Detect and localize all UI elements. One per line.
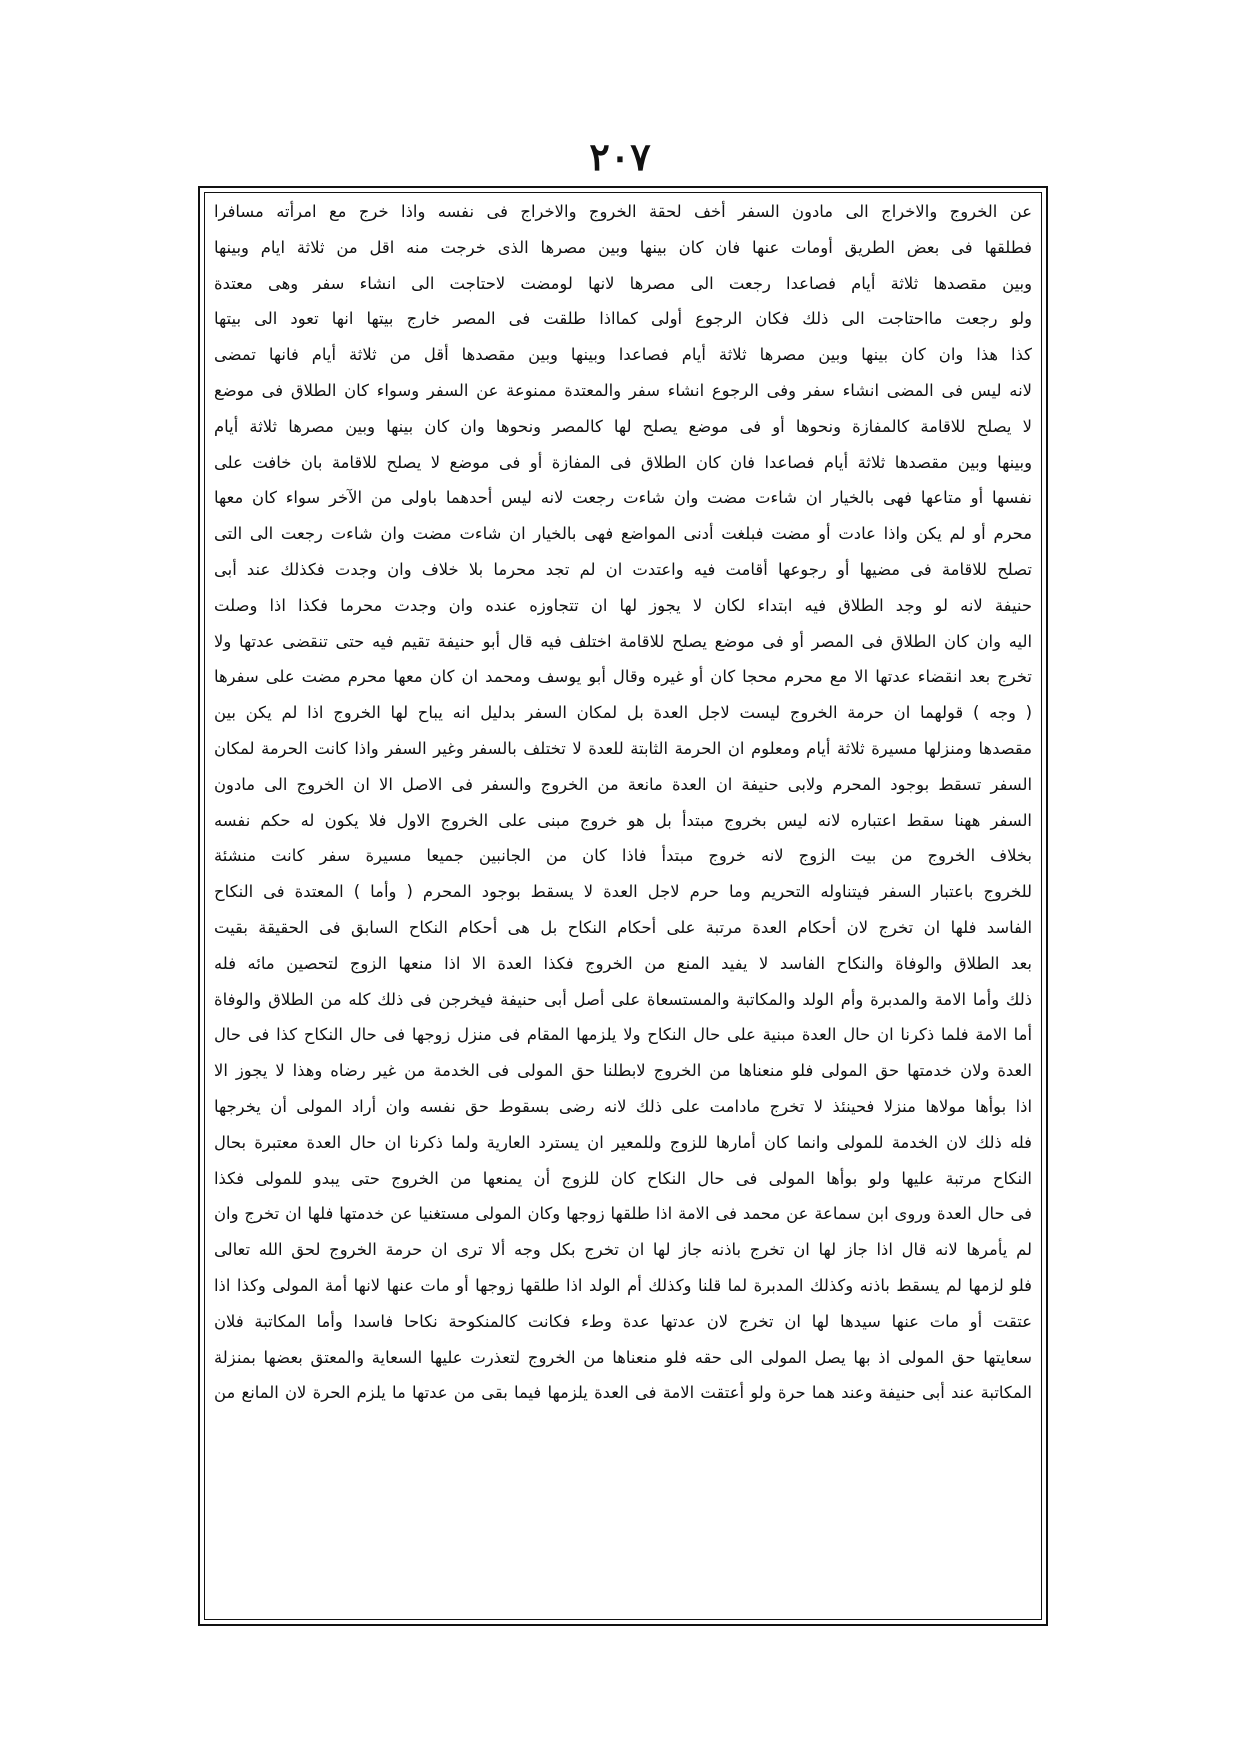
text-line: للخروج باعتبار السفر فيتناوله التحريم وما حرم لاجل العدة لا يسقط بوجود المحرم ( وأما ) المعتدة فى النكاح — [214, 882, 1032, 902]
text-line: تخرج بعد انقضاء عدتها الا مع محرم محجا كان أو غيره وقال أبو يوسف ومحمد ان كان معها محرم مضت على سفرها — [214, 667, 1032, 687]
text-line: ذلك وأما الامة والمدبرة وأم الولد والمكاتبة والمستسعاة على أصل أبى حنيفة فيخرجن فى ذلك كله من الطلاق والوفاة — [214, 989, 1032, 1009]
text-line — [214, 1411, 1032, 1447]
text-line: أما الامة فلما ذكرنا ان حال العدة مبنية على حال النكاح ولا يلزمها المقام فى منزل زوجها فى حال النكاح كذا فى حال — [214, 1025, 1032, 1045]
text-line: بخلاف الخروج من بيت الزوج لانه خروج مبتدأ فاذا كان من الجانبين جميعا مسيرة سفر كانت منشئة — [214, 846, 1032, 866]
text-line: وبينها وبين مقصدها ثلاثة أيام فصاعدا فان كان الطلاق فى المفازة أو فى موضع لا يصلح للاقامة بان خافت على — [214, 452, 1032, 472]
text-line: ولو رجعت مااحتاجت الى ذلك فكان الرجوع أولى كمااذا طلقت فى المصر خارج بيتها انها تعود الى بيتها — [214, 309, 1032, 329]
text-line: اذا بوأها مولاها منزلا فحينئذ لا تخرج مادامت على ذلك لانه رضى بسقوط حق نفسه وان أراد المولى أن يخرجها — [214, 1096, 1032, 1116]
text-line: لانه ليس فى المضى انشاء سفر وفى الرجوع انشاء سفر والمعتدة ممنوعة عن السفر وسواء كان الطلاق فى موضع — [214, 380, 1032, 400]
text-line: عتقت أو مات عنها سيدها لها ان تخرج لان عدتها عدة وطء فكانت كالمنكوحة نكاحا فاسدا وأما المكاتبة فلان — [214, 1311, 1032, 1331]
text-line: المكاتبة عند أبى حنيفة وعند هما حرة ولو أعتقت الامة فى العدة يلزمها فيما بقى من عدتها ما يلزم الحرة لان المانع من — [214, 1383, 1032, 1403]
text-line: الفاسد فلها ان تخرج لان أحكام العدة مرتبة على أحكام النكاح بل هى أحكام النكاح السابق فى الحقيقة بقيت — [214, 917, 1032, 937]
text-line: محرم أو لم يكن واذا عادت أو مضت فبلغت أدنى المواضع فهى بالخيار ان شاءت مضت وان شاءت رجعت الى التى — [214, 524, 1032, 544]
text-line: اليه وان كان الطلاق فى المصر أو فى موضع يصلح للاقامة اختلف فيه قال أبو حنيفة تقيم فيه حتى تنقضى عدتها ولا — [214, 631, 1032, 651]
arabic-text-block — [214, 194, 1032, 1618]
text-line: السفر تسقط بوجود المحرم ولابى حنيفة ان العدة مانعة من الخروج والسفر فى الاصل الا ان الخروج الى مادون — [214, 774, 1032, 794]
text-line: عن الخروج والاخراج الى مادون السفر أخف لحقة الخروج والاخراج فى نفسه واذا خرج مع امرأته مسافرا — [214, 202, 1032, 221]
page-number: ٢٠٧ — [589, 134, 651, 179]
text-line: حنيفة لانه لو وجد الطلاق فيه ابتداء لكان لا يجوز لها ان تتجاوزه عنده وان وجدت محرما فكذا اذا وصلت — [214, 595, 1032, 615]
text-line: لم يأمرها لانه قال اذا جاز لها ان تخرج باذنه جاز لها ان تخرج بكل وجه ألا ترى ان حرمة الخروج لحق الله تعالى — [214, 1240, 1032, 1260]
text-line: سعايتها حق المولى اذ بها يصل المولى الى حقه فلو منعناها من الخروج لتعذرت عليها السعاية والمعتق بعضها بمنزلة — [214, 1347, 1032, 1367]
text-line: تصلح للاقامة فى مضيها أو رجوعها أقامت فيه واعتدت ان لم تجد محرما بلا خلاف وان وجدت فكذلك عند أبى — [214, 559, 1032, 579]
text-line: فله ذلك لان الخدمة للمولى وانما كان أمارها للزوج وللمعير ان يسترد العارية ولما ذكرنا ان حال العدة معتبرة بحال — [214, 1132, 1032, 1152]
text-line: العدة ولان خدمتها حق المولى فلو منعناها من الخروج لابطلنا حق المولى فى الخدمة من غير رضاه وهذا لا يجوز الا — [214, 1061, 1032, 1081]
text-line: وبين مقصدها ثلاثة أيام فصاعدا رجعت الى مصرها لانها لومضت لاحتاجت الى انشاء سفر وهى معتدة — [214, 273, 1032, 293]
text-line: فلو لزمها لم يسقط باذنه وكذلك المدبرة لما قلنا وكذلك أم الولد اذا طلقها زوجها أو مات عنها لانها أمة المولى وكذا اذا — [214, 1275, 1032, 1295]
text-line: كذا هذا وان كان بينها وبين مصرها ثلاثة أيام فصاعدا وبينها وبين مقصدها أقل من ثلاثة أيام فانها تمضى — [214, 345, 1032, 365]
text-frame — [198, 186, 1048, 1626]
text-line: بعد الطلاق والوفاة والنكاح الفاسد لا يفيد المنع من الخروج فكذا العدة الا اذا منعها الزوج لتحصين مائه فله — [214, 953, 1032, 973]
text-line: ( وجه ) قولهما ان حرمة الخروج ليست لاجل العدة بل لمكان السفر بدليل انه يباح لها الخروج اذا لم يكن بين — [214, 703, 1032, 723]
text-line: النكاح مرتبة عليها ولو بوأها المولى فى حال النكاح كان للزوج أن يمنعها من الخروج حتى يبدو للمولى فكذا — [214, 1168, 1032, 1188]
text-line: السفر ههنا سقط اعتباره لانه ليس بخروج مبتدأ بل هو خروج مبنى على الخروج الاول فلا يكون له حكم نفسه — [214, 810, 1032, 830]
text-line: فطلقها فى بعض الطريق أومات عنها فان كان بينها وبين مصرها الذى خرجت منه اقل من ثلاثة ايام وبينها — [214, 237, 1032, 257]
text-line: مقصدها ومنزلها مسيرة ثلاثة أيام ومعلوم ان الحرمة الثابتة للعدة لا تختلف بالسفر وغير السفر واذا كانت الحرمة لمكان — [214, 738, 1032, 758]
text-line: لا يصلح للاقامة كالمفازة ونحوها أو فى موضع يصلح لها كالمصر ونحوها وان كان بينها وبين مصرها ثلاثة أيام — [214, 416, 1032, 436]
text-line: نفسها أو متاعها فهى بالخيار ان شاءت مضت وان شاءت رجعت لانه ليس أحدهما باولى من الآخر سواء كان معها — [214, 488, 1032, 508]
text-line: فى حال العدة وروى ابن سماعة عن محمد فى الامة اذا طلقها زوجها وكان المولى مستغنيا عن خدمتها فلها ان تخرج وان — [214, 1204, 1032, 1224]
